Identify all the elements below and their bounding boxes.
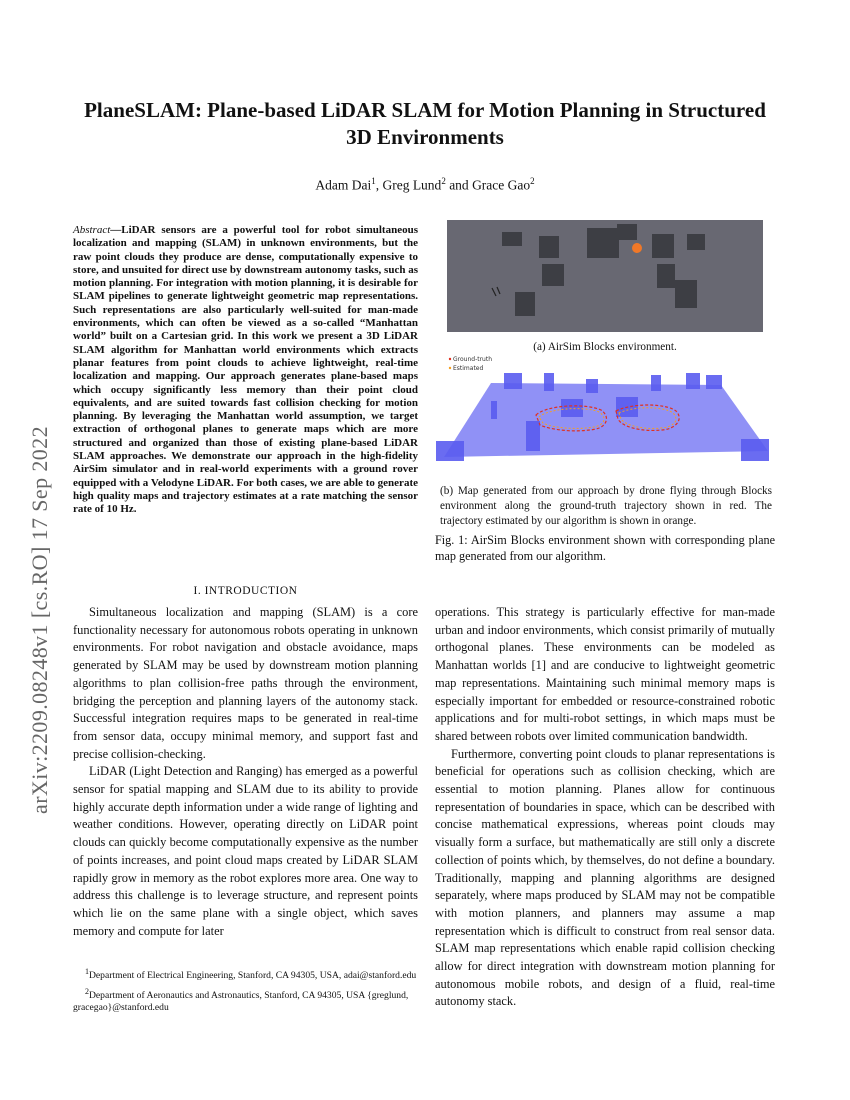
section-heading: I. INTRODUCTION xyxy=(193,585,298,597)
sim-block xyxy=(675,280,697,308)
sim-block xyxy=(687,234,705,250)
plane-wall xyxy=(561,399,583,417)
plane-wall xyxy=(544,373,554,391)
footnote: $^2$Department of Aeronautics and Astronautics, Stanford, CA 94305, USA {greglund, gracegao}@stanford.edu xyxy=(73,987,409,1014)
plane-wall xyxy=(741,439,769,461)
legend-ground-truth: Ground-truth xyxy=(453,356,493,363)
abstract-text: LiDAR sensors are a powerful tool for robot simultaneous localization and mapping (SLAM) in unknown environments, but the raw point clouds they produce are dense, computationally expensive to store, and unsuited for direct use by downstream autonomy tasks, such as motion planning. For integration with motion planning, it is desirable for SLAM pipelines to generate lightweight geometric map representations. Such representations are also particularly well-suited for man-made environments, which can often be viewed as a so-called “Manhattan world” built on a Cartesian grid. In this work we present a 3D LiDAR SLAM algorithm for Manhattan world environments which extracts planar features from point clouds to achieve lightweight, real-time localization and mapping. Our approach generates plane-based maps which occupy significantly less memory than their point cloud equivalents, and are suited towards fast collision checking for motion planning. By leveraging the Manhattan world assumption, we target extraction of orthogonal planes to generate maps which are more structured and organized than those of existing plane-based LiDAR SLAM approaches. We demonstrate our approach in the high-fidelity AirSim simulator and in real-world experiments with a ground rover equipped with a Velodyne LiDAR. For both cases, we are able to generate high quality maps and trajectory estimates at a rate matching the sensor rate of 10 Hz. xyxy=(73,224,418,516)
caption-b: (b) Map generated from our approach by drone flying through Blocks environment along the ground-truth trajectory shown in red. The trajectory estimated by our algorithm is shown in orange. xyxy=(440,485,772,528)
plane-wall xyxy=(651,375,661,391)
paragraph: LiDAR (Light Detection and Ranging) has emerged as a powerful sensor for spatial mapping and SLAM due to its ability to provide highly accurate depth information under a wide range of lighting and weather conditions. However, operating directly on LiDAR point clouds can quickly become computationally expensive as the number of points increases, and point cloud maps created by LiDAR SLAM rapidly grow in memory as the robot explores more area. One way to address this challenge is to leverage structure, and represent points which lie on the same plane with a single object, which saves memory and compute for later xyxy=(73,764,418,938)
author-name: Grace Gao xyxy=(472,177,531,193)
plane-wall xyxy=(491,401,497,419)
arxiv-identifier: arXiv:2209.08248v1 [cs.RO] 17 Sep 2022 xyxy=(27,426,52,814)
author-affiliation-mark: 1 xyxy=(371,176,376,186)
plane-wall xyxy=(586,379,598,393)
abstract-label: Abstract xyxy=(73,224,111,236)
sim-orange-sphere xyxy=(632,243,642,253)
plane-wall xyxy=(706,375,722,389)
figure-airsim-render xyxy=(447,220,763,332)
abstract xyxy=(73,224,418,517)
sim-block xyxy=(657,264,675,288)
plane-wall xyxy=(436,441,464,461)
plane-wall xyxy=(686,373,700,389)
abstract-dash: — xyxy=(110,224,122,236)
paragraph: operations. This strategy is particularly effective for man-made urban and indoor environments, which consist primarily of mutually orthogonal planes. These environments can be modeled as Manhattan worlds [1] and are conducive to lightweight geometric map representations. Maintaining such minimal memory maps is especially important for embedded or resource-constrained robotic applications and for multi-robot settings, in which maps must be shared between robots over limited communication bandwidth. xyxy=(435,605,775,743)
legend-estimated: Estimated xyxy=(453,365,484,372)
paper-title: PlaneSLAM: Plane-based LiDAR SLAM for Motion Planning in Structured 3D Environments xyxy=(84,98,766,149)
sim-block xyxy=(502,232,522,246)
legend-estimated-marker xyxy=(449,367,451,369)
footnote: $^1$Department of Electrical Engineering, Stanford, CA 94305, USA, adai@stanford.edu xyxy=(85,967,417,982)
author-name: Greg Lund xyxy=(382,177,442,193)
ground-plane xyxy=(444,383,768,457)
left-column xyxy=(73,604,418,940)
author-list: Adam Dai$^1$, Greg Lund$^2$ and Grace Gao$^2$ xyxy=(315,176,535,193)
plane-wall xyxy=(504,373,522,389)
footnotes xyxy=(73,966,418,1018)
sim-block xyxy=(652,234,674,258)
caption-a: (a) AirSim Blocks environment. xyxy=(533,341,677,353)
plane-wall xyxy=(526,421,540,451)
sim-block xyxy=(515,292,535,316)
sim-block xyxy=(542,264,564,286)
sim-block xyxy=(617,224,637,240)
figure-plane-map xyxy=(436,355,771,478)
paragraph: Furthermore, converting point clouds to planar representations is beneficial for operations such as collision checking, which are essential to motion planning. Planes allow for continuous representation of boundaries in space, which can be described with concise mathematical expressions, whereas point clouds may visually form a surface, but mathematically are still only a discrete collection of points which, by themselves, do not define a boundary. Traditionally, mapping and planning algorithms are designed separately, where maps produced by SLAM may not be compatible with motion planners, and planners may assume a map representation which is difficult to construct from real sensor data. SLAM map representations which enable rapid collision checking allow for direct integration with downstream motion planning for autonomous mobile robots, and design of a fluid, real-time autonomy stack. xyxy=(435,746,775,1009)
paragraph: Simultaneous localization and mapping (SLAM) is a core functionality necessary for autonomous robots operating in unknown environments. For robot navigation and obstacle avoidance, maps generated by SLAM may be used by downstream motion planning algorithms to plan collision-free paths through the environment, bridging the perception and planning layers of the autonomy stack. Successful integration requires maps to be generated in real-time from sensor data, occupy minimal memory, and support fast and precise collision-checking. xyxy=(73,605,418,761)
author-name: Adam Dai xyxy=(315,177,372,193)
sim-block xyxy=(587,228,619,258)
author-affiliation-mark: 2 xyxy=(530,176,535,186)
author-affiliation-mark: 2 xyxy=(441,176,446,186)
sim-block xyxy=(539,236,559,258)
legend-ground-truth-marker xyxy=(449,358,451,360)
right-column xyxy=(435,604,775,1011)
map-legend xyxy=(449,356,492,372)
figure-caption: Fig. 1: AirSim Blocks environment shown with corresponding plane map generated from our algorithm. xyxy=(435,533,775,563)
